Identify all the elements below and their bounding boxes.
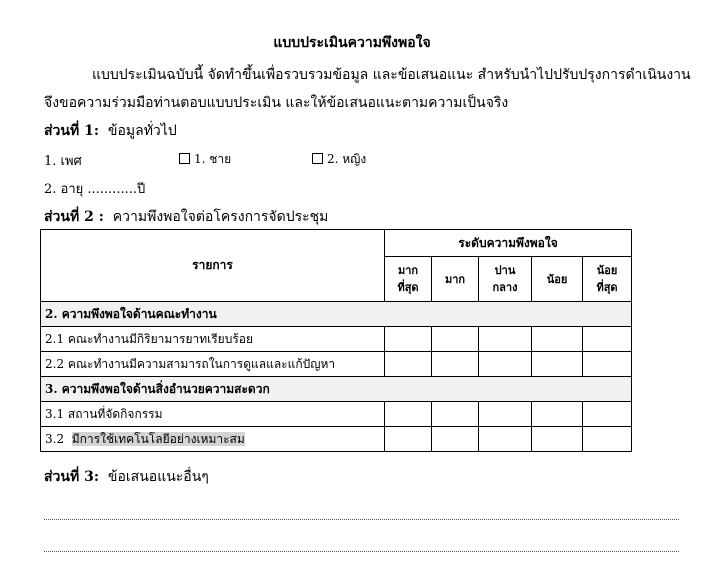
rating-cell[interactable] bbox=[432, 327, 479, 352]
rating-cell[interactable] bbox=[385, 402, 432, 427]
intro-line-1: แบบประเมินฉบับนี้ จัดทำขึ้นเพื่อรวบรวมข้อมูล และข้อเสนอแนะ สำหรับนำไปปรับปรุงการดำเนินงาน bbox=[92, 67, 691, 83]
gender-option-female[interactable] bbox=[312, 150, 366, 169]
rating-cell[interactable] bbox=[432, 402, 479, 427]
rating-cell[interactable] bbox=[385, 427, 432, 452]
category-row-staff: 2. ความพึงพอใจด้านคณะทำงาน bbox=[41, 302, 632, 327]
q1-label: 1. เพศ bbox=[44, 154, 82, 169]
rating-cell[interactable] bbox=[432, 352, 479, 377]
suggestion-line-1[interactable] bbox=[44, 519, 679, 520]
part3-title: ข้อเสนอแนะอื่นๆ bbox=[107, 469, 209, 485]
item-label: 2.2 คณะทำงานมีความสามารถในการดูแลและแก้ปัญหา bbox=[41, 352, 385, 377]
table-row bbox=[41, 352, 632, 377]
rating-cell[interactable] bbox=[385, 352, 432, 377]
gender-female-label: 2. หญิง bbox=[327, 152, 367, 166]
level-header-least: น้อย ที่สุด bbox=[583, 257, 632, 302]
gender-male-label: 1. ชาย bbox=[194, 152, 232, 166]
q2-age-field[interactable]: 2. อายุ ............ปี bbox=[44, 182, 146, 197]
part1-label: ส่วนที่ 1: bbox=[44, 123, 99, 139]
rating-cell[interactable] bbox=[583, 352, 632, 377]
column-header-satisfaction-level: ระดับความพึงพอใจ bbox=[385, 230, 632, 257]
rating-cell[interactable] bbox=[532, 427, 583, 452]
part2-heading bbox=[44, 206, 328, 228]
rating-cell[interactable] bbox=[532, 402, 583, 427]
rating-cell[interactable] bbox=[479, 352, 532, 377]
column-header-items: รายการ bbox=[41, 230, 385, 302]
checkbox-female[interactable] bbox=[312, 153, 323, 164]
item-label: 3.1 สถานที่จัดกิจกรรม bbox=[41, 402, 385, 427]
level-header-little: น้อย bbox=[532, 257, 583, 302]
rating-cell[interactable] bbox=[532, 352, 583, 377]
level-header-most: มากที่สุด bbox=[385, 257, 432, 302]
table-row bbox=[41, 427, 632, 452]
table-row bbox=[41, 402, 632, 427]
part3-label: ส่วนที่ 3: bbox=[44, 469, 99, 485]
checkbox-male[interactable] bbox=[179, 153, 190, 164]
rating-cell[interactable] bbox=[532, 327, 583, 352]
rating-cell[interactable] bbox=[583, 427, 632, 452]
part1-title: ข้อมูลทั่วไป bbox=[107, 123, 177, 139]
table-row bbox=[41, 327, 632, 352]
part2-title: ความพึงพอใจต่อโครงการจัดประชุม bbox=[112, 209, 329, 225]
item-label bbox=[41, 427, 385, 452]
rating-cell[interactable] bbox=[583, 327, 632, 352]
level-header-much: มาก bbox=[432, 257, 479, 302]
part1-heading bbox=[44, 120, 177, 142]
suggestion-line-2[interactable] bbox=[44, 551, 679, 552]
item-number: 3.2 bbox=[45, 431, 65, 446]
satisfaction-table bbox=[40, 229, 632, 452]
rating-cell[interactable] bbox=[432, 427, 479, 452]
rating-cell[interactable] bbox=[385, 327, 432, 352]
rating-cell[interactable] bbox=[479, 402, 532, 427]
intro-line-2: จึงขอความร่วมมือท่านตอบแบบประเมิน และให้ข้อเสนอแนะตามความเป็นจริง bbox=[44, 95, 509, 111]
category-row-facilities: 3. ความพึงพอใจด้านสิ่งอำนวยความสะดวก bbox=[41, 377, 632, 402]
rating-cell[interactable] bbox=[583, 402, 632, 427]
gender-option-male[interactable] bbox=[179, 150, 231, 169]
page-title: แบบประเมินความพึงพอใจ bbox=[273, 35, 431, 51]
rating-cell[interactable] bbox=[479, 427, 532, 452]
rating-cell[interactable] bbox=[479, 327, 532, 352]
highlighted-item-text: มีการใช้เทคโนโลยีอย่างเหมาะสม bbox=[71, 431, 245, 446]
part3-heading bbox=[44, 466, 209, 488]
item-label: 2.1 คณะทำงานมีกิริยามารยาทเรียบร้อย bbox=[41, 327, 385, 352]
level-header-moderate: ปานกลาง bbox=[479, 257, 532, 302]
part2-label: ส่วนที่ 2 : bbox=[44, 209, 104, 225]
